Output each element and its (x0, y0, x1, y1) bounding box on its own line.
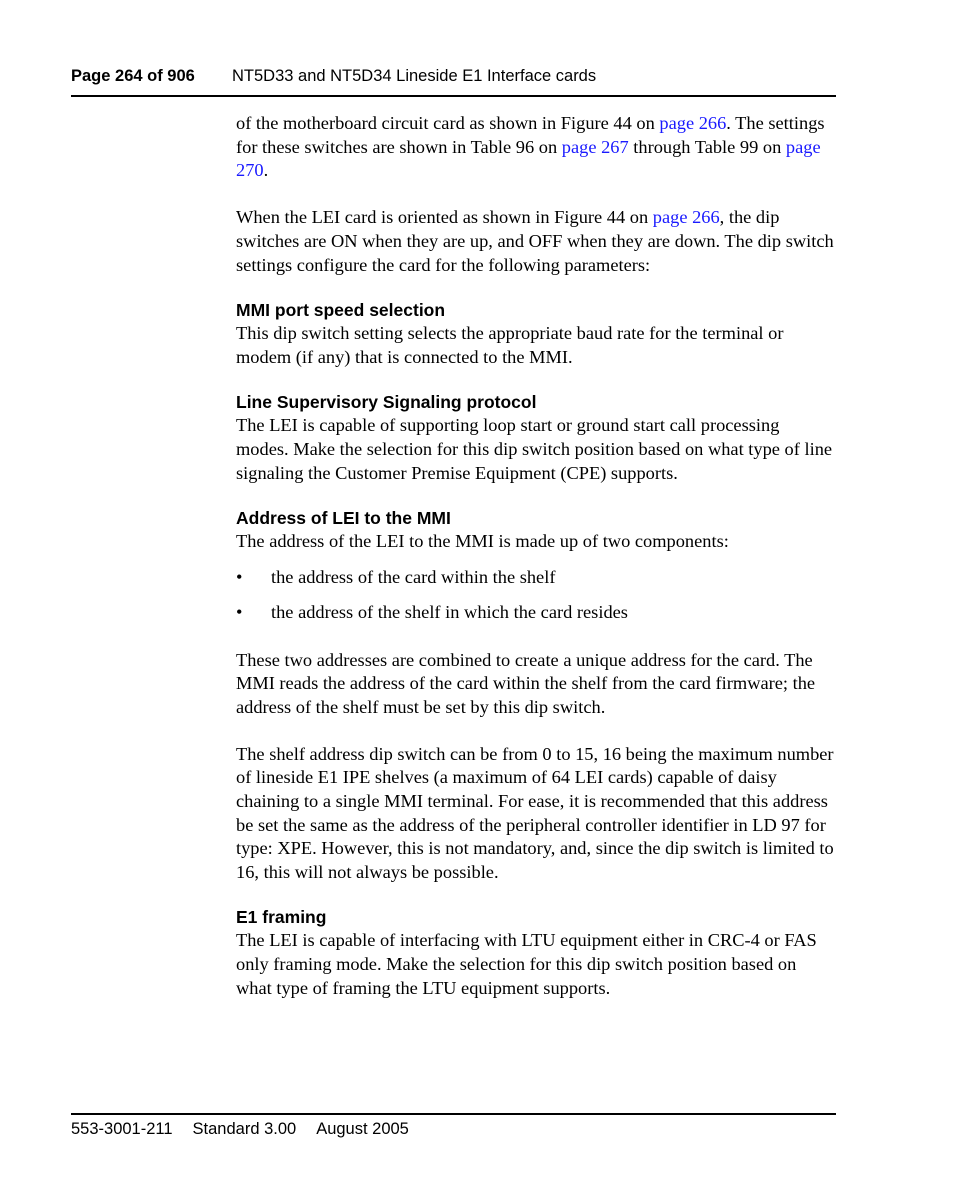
section-body: The address of the LEI to the MMI is made up of two components: (236, 531, 729, 552)
section-address-of-lei (236, 507, 836, 884)
section-mmi-port-speed (236, 299, 836, 369)
bullet-icon: • (236, 602, 243, 623)
page-header (71, 66, 835, 88)
section-body: The LEI is capable of supporting loop start or ground start call processing modes. Make the selection for this dip switch position based on what type of line signaling the Customer Premise Equipment (CPE) supports. (236, 415, 833, 483)
section-heading: E1 framing (236, 907, 327, 928)
section-line-supervisory-signaling (236, 391, 836, 485)
section-e1-framing (236, 906, 836, 1000)
address-paragraph-3: The shelf address dip switch can be from 0 to 15, 16 being the maximum number of lineside E1 IPE shelves (a maximum of 64 LEI cards) capable of daisy chaining to a single MMI terminal. For ease, it is recommended that this address be set the same as the address of the peripheral controller identifier in LD 97 for type: XPE. However, this is not mandatory, and, since the dip switch is limited to 16, this will not always be possible. (236, 743, 834, 882)
page-body (236, 112, 836, 1000)
page-267-link[interactable]: page 267 (561, 136, 629, 157)
section-heading: Line Supervisory Signaling protocol (236, 392, 537, 413)
section-body: This dip switch setting selects the appropriate baud rate for the terminal or modem (if any) that is connected to the MMI. (236, 323, 784, 367)
page-number: Page 264 of 906 (71, 67, 195, 85)
page-footer (71, 1119, 409, 1139)
bullet-list (236, 566, 836, 625)
header-divider (71, 95, 836, 97)
page-270-link[interactable]: page 270 (236, 136, 821, 181)
standard-version: Standard 3.00 (192, 1120, 297, 1138)
document-title: NT5D33 and NT5D34 Lineside E1 Interface cards (232, 67, 597, 85)
address-paragraph-2: These two addresses are combined to create a unique address for the card. The MMI reads the address of the card within the shelf from the card firmware; the address of the shelf must be set by this dip switch. (236, 649, 816, 717)
intro-paragraph-2: When the LEI card is oriented as shown in Figure 44 on page 266, the dip switches are ON when they are up, and OFF when they are down. The dip switch settings configure the card for the following parameters: (236, 207, 834, 275)
document-number: 553-3001-211 (71, 1120, 173, 1138)
publication-date: August 2005 (316, 1120, 409, 1138)
footer-divider (71, 1113, 836, 1115)
list-item: • the address of the shelf in which the card resides (236, 601, 836, 625)
section-body: The LEI is capable of interfacing with LTU equipment either in CRC-4 or FAS only framing mode. Make the selection for this dip switch position based on what type of framing the LTU equipment supports. (236, 930, 817, 998)
section-heading: MMI port speed selection (236, 300, 446, 321)
bullet-icon: • (236, 566, 243, 587)
intro-paragraph-1: of the motherboard circuit card as shown in Figure 44 on page 266. The settings for these switches are shown in Table 96 on page 267 through Table 99 on page 270. (236, 113, 825, 181)
page-266-link-2[interactable]: page 266 (652, 207, 720, 228)
page-266-link[interactable]: page 266 (659, 113, 727, 133)
section-heading: Address of LEI to the MMI (236, 508, 451, 529)
list-item: • the address of the card within the shelf (236, 566, 836, 590)
